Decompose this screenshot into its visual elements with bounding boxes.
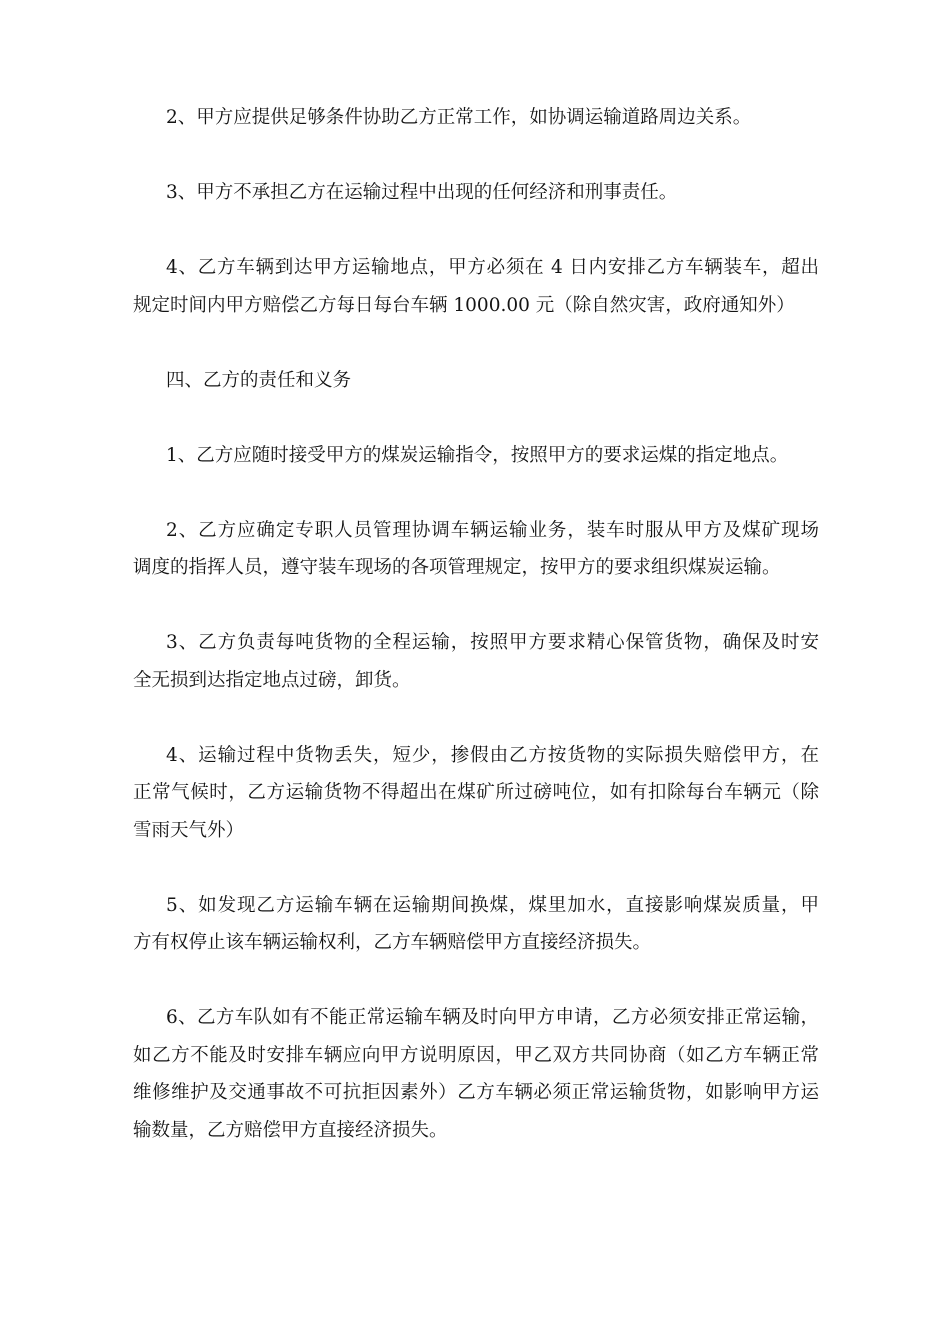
clause-4-6 [133,999,819,1149]
text-line: 2、甲方应提供足够条件协助乙方正常工作，如协调运输道路周边关系。 [166,107,752,128]
clause-3-3 [133,174,819,212]
document-body [133,99,819,1187]
text-line: 4、运输过程中货物丢失，短少，掺假由乙方按货物的实际损失赔偿甲方，在 [166,744,819,766]
text-line: 全无损到达指定地点过磅，卸货。 [133,669,411,691]
text-line: 规定时间内甲方赔偿乙方每日每台车辆 1000.00 元（除自然灾害，政府通知外） [133,294,795,316]
clause-3-4 [133,249,819,324]
text-line: 2、乙方应确定专职人员管理协调车辆运输业务，装车时服从甲方及煤矿现场 [166,519,819,541]
clause-3-2 [133,99,819,137]
text-line: 3、甲方不承担乙方在运输过程中出现的任何经济和刑事责任。 [166,182,678,203]
clause-4-1 [133,437,819,475]
text-line: 1、乙方应随时接受甲方的煤炭运输指令，按照甲方的要求运煤的指定地点。 [166,444,789,466]
section-title: 四、乙方的责任和义务 [166,369,352,391]
clause-4-4 [133,737,819,850]
text-line: 维修维护及交通事故不可抗拒因素外）乙方车辆必须正常运输货物，如影响甲方运 [133,1082,819,1103]
section-4-heading [133,362,819,400]
clause-4-3 [133,624,819,699]
text-line: 方有权停止该车辆运输权利，乙方车辆赔偿甲方直接经济损失。 [133,932,652,953]
text-line: 雪雨天气外） [133,819,245,841]
text-line: 5、如发现乙方运输车辆在运输期间换煤，煤里加水，直接影响煤炭质量，甲 [166,894,819,916]
text-line: 调度的指挥人员，遵守装车现场的各项管理规定，按甲方的要求组织煤炭运输。 [133,557,781,578]
clause-4-5 [133,887,819,962]
text-line: 输数量，乙方赔偿甲方直接经济损失。 [133,1119,448,1141]
text-line: 3、乙方负责每吨货物的全程运输，按照甲方要求精心保管货物，确保及时安 [166,632,819,653]
text-line: 6、乙方车队如有不能正常运输车辆及时向甲方申请，乙方必须安排正常运输， [166,1007,819,1028]
text-line: 4、乙方车辆到达甲方运输地点，甲方必须在 4 日内安排乙方车辆装车，超出 [166,257,819,278]
clause-4-2 [133,512,819,587]
text-line: 正常气候时，乙方运输货物不得超出在煤矿所过磅吨位，如有扣除每台车辆元（除 [133,782,819,803]
text-line: 如乙方不能及时安排车辆应向甲方说明原因，甲乙双方共同协商（如乙方车辆正常 [133,1044,819,1066]
